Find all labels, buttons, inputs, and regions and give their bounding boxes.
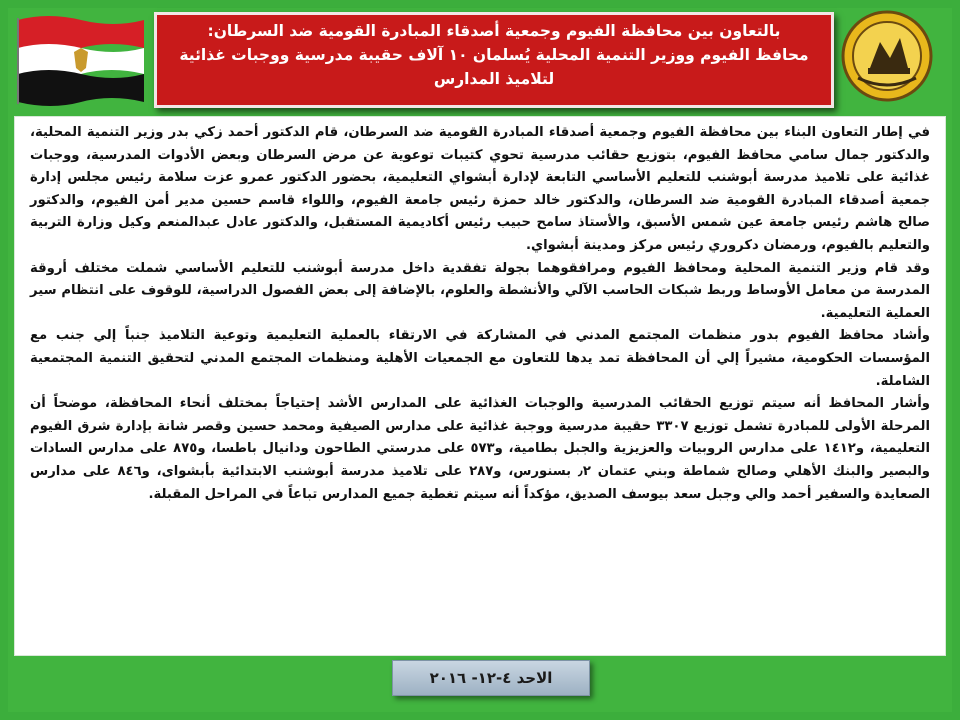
headline-line-1: بالتعاون بين محافظة الفيوم وجمعية أصدقاء المبادرة القومية ضد السرطان: [207,22,781,40]
date-label: الاحد ٤-١٢- ٢٠١٦ [392,660,590,696]
article-paragraph: في إطار التعاون البناء بين محافظة الفيوم وجمعية أصدقاء المبادرة القومية ضد السرطان، قام الدكتور أحمد زكي بدر وزير التنمية المحلية، والدكتور جمال سامي محافظ الفيوم، بتوزيع حقائب مدرسية تحوي كتيبات توعوية عن مرض السرطان وبعض الأدوات المدرسية، ووجبات غذائية على تلاميذ مدرسة أبوشنب للتعليم الأساسي التابعة لإدارة أبشواي التعليمية، بحضور الدكتور عمرو عزت سلامة رئيس مجلس إدارة جمعية أصدقاء المبادرة القومية ضد السرطان، والدكتور خالد حمزة رئيس جامعة الفيوم، واللواء قاسم حسين مدير أمن الفيوم، والدكتور صالح هاشم رئيس جامعة عين شمس الأسبق، والأستاذ سامح حبيب رئيس أكاديمية المستقبل، والدكتور عادل عبدالمنعم وكيل وزارة التربية والتعليم بالفيوم، ورمضان دكروري رئيس مركز ومدينة أبشواي. [30,125,930,253]
egypt-flag-icon [14,10,148,106]
article-paragraph: وأشار المحافظ أنه سيتم توزيع الحقائب المدرسية والوجبات الغذائية على المدارس الأشد إحتياجاً بمختلف أنحاء المحافظة، موضحاً أن المرحلة الأولى للمبادرة تشمل توزيع ٣٣٠٧ حقيبة مدرسية ووجبة غذائية على مدارس الصيفية ومحمد حسين وقصر شانة بإدارة شرق الفيوم التعليمية، و١٤١٢ على مدارس الروبيات والعزيزية والجبل بطامية، و٥٧٣ على مدرستي الطاحون ودانيال باطسا، و٨٧٥ على مدارس السادات والبصير والبنك الأهلي وصالح شماطة وبني عتمان ٫٢ بسنورس، و٢٨٧ على تلاميذ مدرسة أبوشنب الابتدائية بأبشواى، و٨٤٦ على مدارس الصعايدة والسفير أحمد والي وجبل سعد بيوسف الصديق، مؤكداً أنه سيتم تغطية جميع المدارس تباعاً في المراحل المقبلة. [30,396,931,502]
article-paragraph: وقد قام وزير التنمية المحلية ومحافظ الفيوم ومرافقوهما بجولة تفقدية داخل مدرسة أبوشنب للتعليم الأساسي شملت مختلف أروقة المدرسة من معامل الأوساط وربط شبكات الحاسب الآلي والأنشطة والعلوم، بالإضافة إلى بعض الفصول الدراسية، للوقوف على انتظام سير العملية التعليمية. [30,260,930,321]
article-body [30,122,930,506]
article-paragraph: وأشاد محافظ الفيوم بدور منظمات المجتمع المدني في المشاركة في الارتقاء بالعملية التعليمية وتوعية التلاميذ جنباً إلي جنب مع المؤسسات الحكومية، مشيراً إلي أن المحافظة تمد يدها للتعاون مع الجمعيات الأهلية ومنظمات المجتمع المدني لتحقيق التنمية المجتمعية الشاملة. [30,328,930,389]
fayoum-governorate-logo-icon [834,8,940,104]
headline-banner [154,12,834,108]
headline-line-3: لتلاميذ المدارس [433,70,555,88]
headline-line-2: محافظ الفيوم ووزير التنمية المحلية يُسلمان ١٠ آلاف حقيبة مدرسية ووجبات غذائية [179,46,809,64]
